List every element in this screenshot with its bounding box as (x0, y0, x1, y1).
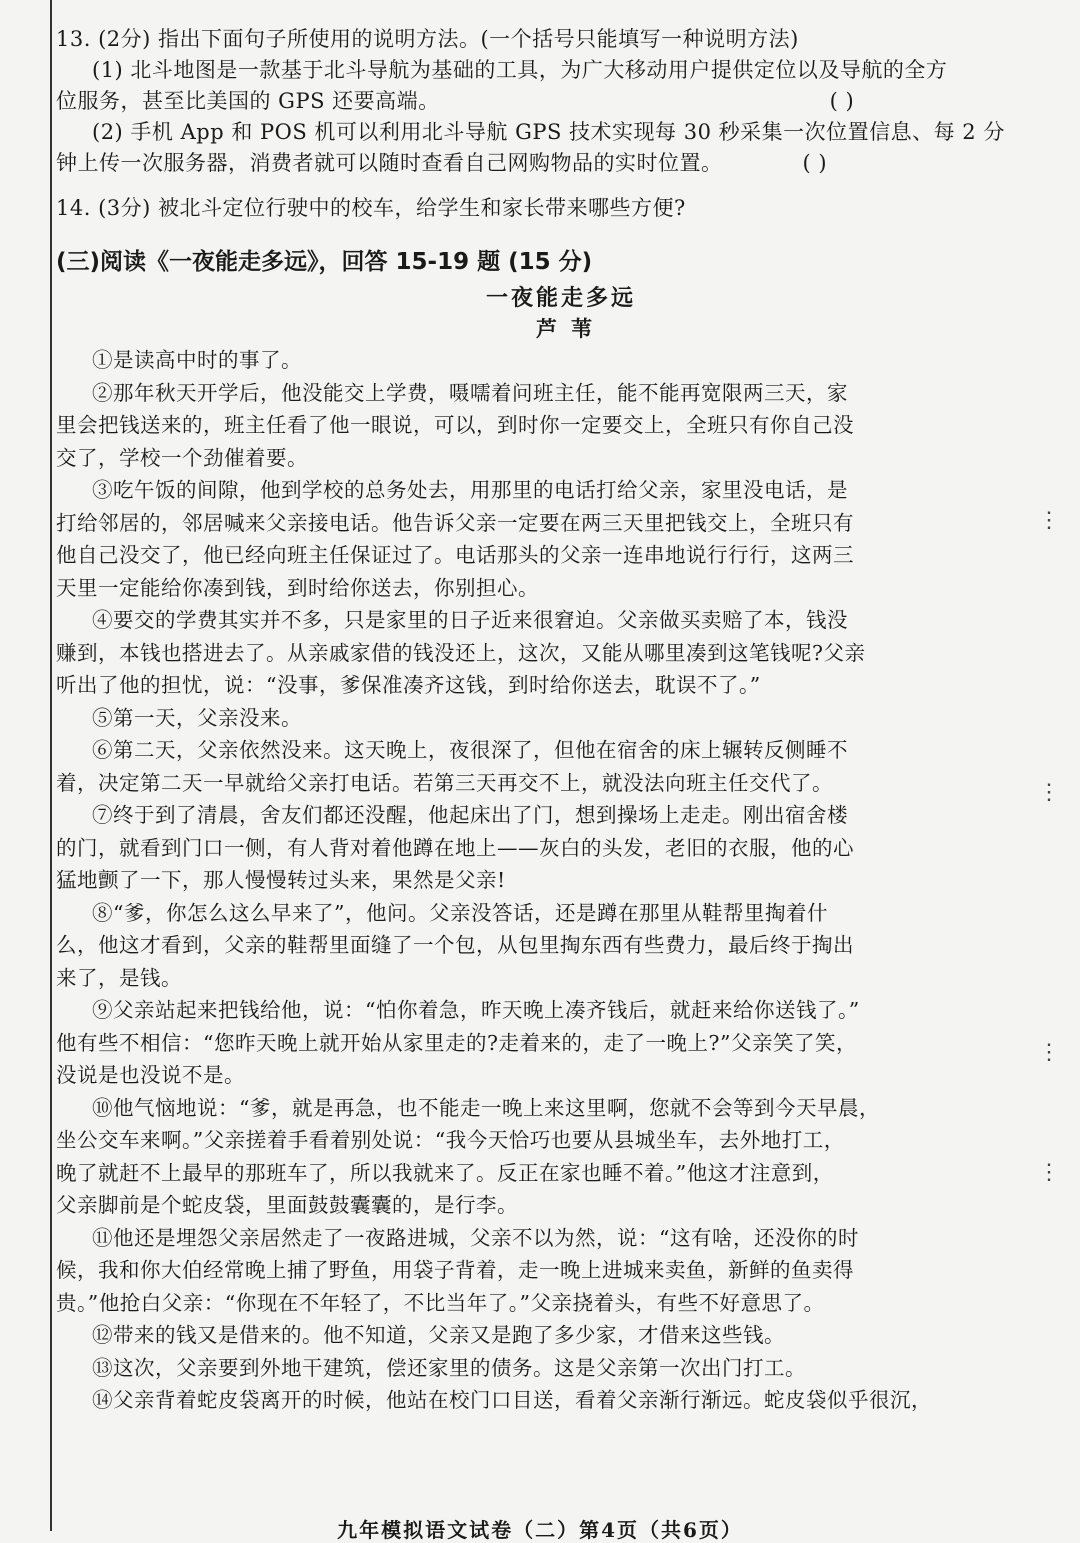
edge-mark: ⋮ (1038, 780, 1060, 805)
article-paragraph-13-line: ⑬这次，父亲要到外地干建筑，偿还家里的债务。这是父亲第一次出门打工。 (92, 1355, 806, 1380)
article-paragraph-3-line: 天里一定能给你凑到钱，到时给你送去，你别担心。 (56, 575, 539, 600)
article-paragraph-11-line: 候，我和你大伯经常晚上捕了野鱼，用袋子背着，走一晚上进城来卖鱼，新鲜的鱼卖得 (56, 1258, 854, 1282)
article-paragraph-5-line: ⑤第一天，父亲没来。 (92, 705, 302, 730)
edge-mark: ⋮ (1038, 1160, 1060, 1185)
article-paragraph-4-line: 听出了他的担忧，说：“没事，爹保准凑齐这钱，到时给你送去，耽误不了。” (56, 673, 761, 697)
article-paragraph-11-line: ⑪他还是埋怨父亲居然走了一夜路进城，父亲不以为然，说：“这有啥，还没你的时 (92, 1225, 859, 1250)
article-paragraph-7-line: ⑦终于到了清晨，舍友们都还没醒，他起床出了门，想到操场上走走。刚出宿舍楼 (92, 803, 848, 827)
article-paragraph-3-line: 打给邻居的，邻居喊来父亲接电话。他告诉父亲一定要在两三天里把钱交上，全班只有 (56, 510, 854, 535)
article-paragraph-9-line: 没说是也没说不是。 (56, 1063, 245, 1087)
article-title: 一夜能走多远 (485, 285, 636, 311)
q14-stem: 14. (3分) 被北斗定位行驶中的校车，给学生和家长带来哪些方便? (56, 196, 686, 220)
article-paragraph-6-line: 着，决定第二天一早就给父亲打电话。若第三天再交不上，就没法向班主任交代了。 (56, 770, 833, 795)
binding-margin-line (50, 0, 52, 1531)
article-paragraph-9-line: 他有些不相信：“您昨天晚上就开始从家里走的?走着来的，走了一晚上?”父亲笑了笑， (56, 1030, 857, 1055)
article-paragraph-7-line: 的门，就看到门口一侧，有人背对着他蹲在地上——灰白的头发，老旧的衣服，他的心 (56, 835, 854, 860)
article-paragraph-11-line: 贵。”他抢白父亲：“你现在不年轻了，不比当年了。”父亲挠着头，有些不好意思了。 (56, 1290, 825, 1315)
q13-item2-line2-row (56, 148, 1046, 179)
article-paragraph-6-line: ⑥第二天，父亲依然没来。这天晚上，夜很深了，但他在宿舍的床上辗转反侧睡不 (92, 738, 848, 762)
article-paragraph-8-line: ⑧“爹，你怎么这么早来了”，他问。父亲没答话，还是蹲在那里从鞋帮里掏着什 (92, 900, 828, 925)
article-paragraph-2-line: ②那年秋天开学后，他没能交上学费，嗫嚅着问班主任，能不能再宽限两三天，家 (92, 380, 848, 405)
q13-item2-answer-blank[interactable]: ( ) (802, 151, 828, 175)
article-paragraph-10-line: 父亲脚前是个蛇皮袋，里面鼓鼓囊囊的，是行李。 (56, 1193, 518, 1217)
article-paragraph-4-line: 赚到，本钱也搭进去了。从亲戚家借的钱没还上，这次，又能从哪里凑到这笔钱呢?父亲 (56, 640, 866, 665)
page-footer: 九年模拟语文试卷（二）第4页（共6页） (337, 1518, 743, 1542)
page-content (56, 24, 1046, 1417)
edge-mark: ⋮ (1038, 1040, 1060, 1065)
section-heading: (三)阅读《一夜能走多远》，回答 15-19 题 (15 分) (56, 249, 593, 275)
article-paragraph-12-line: ⑫带来的钱又是借来的。他不知道，父亲又是跑了多少家，才借来这些钱。 (92, 1323, 785, 1347)
article-body (56, 344, 1046, 1417)
q13-item1-line2-row (56, 86, 1046, 117)
article-paragraph-2-line: 里会把钱送来的，班主任看了他一眼说，可以，到时你一定要交上，全班只有你自己没 (56, 413, 854, 437)
q13-item1-answer-blank[interactable]: ( ) (829, 89, 855, 113)
article-paragraph-2-line: 交了，学校一个劲催着要。 (56, 445, 308, 470)
article-paragraph-8-line: 么，他这才看到，父亲的鞋帮里面缝了一个包，从包里掏东西有些费力，最后终于掏出 (56, 933, 854, 957)
article-paragraph-14-line: ⑭父亲背着蛇皮袋离开的时候，他站在校门口目送，看着父亲渐行渐远。蛇皮袋似乎很沉， (92, 1388, 932, 1412)
q13-item1-line1: (1) 北斗地图是一款基于北斗导航为基础的工具，为广大移动用户提供定位以及导航的全方 (92, 58, 948, 82)
article-paragraph-10-line: 坐公交车来啊。”父亲搓着手看着别处说：“我今天恰巧也要从县城坐车，去外地打工， (56, 1128, 845, 1152)
q13-item2-line1: (2) 手机 App 和 POS 机可以利用北斗导航 GPS 技术实现每 30 秒采集一次位置信息、每 2 分 (92, 120, 1005, 144)
article-paragraph-10-line: 晚了就赶不上最早的那班车了，所以我就来了。反正在家也睡不着。”他这才注意到， (56, 1160, 834, 1185)
article-paragraph-8-line: 来了，是钱。 (56, 965, 182, 990)
edge-mark: ⋮ (1038, 508, 1060, 533)
article-paragraph-3-line: ③吃午饭的间隙，他到学校的总务处去，用那里的电话打给父亲，家里没电话，是 (92, 478, 848, 502)
article-author: 芦苇 (536, 316, 606, 341)
article-paragraph-4-line: ④要交的学费其实并不多，只是家里的日子近来很窘迫。父亲做买卖赔了本，钱没 (92, 608, 848, 632)
article-paragraph-10-line: ⑩他气恼地说：“爹，就是再急，也不能走一晚上来这里啊，您就不会等到今天早晨， (92, 1095, 880, 1120)
article-paragraph-7-line: 猛地颤了一下，那人慢慢转过头来，果然是父亲! (56, 868, 506, 892)
q13-item2-line2: 钟上传一次服务器，消费者就可以随时查看自己网购物品的实时位置。 (56, 151, 723, 175)
q13-stem: 13. (2分) 指出下面句子所使用的说明方法。(一个括号只能填写一种说明方法) (56, 27, 799, 51)
q13-item1-line2: 位服务，甚至比美国的 GPS 还要高端。 (56, 89, 440, 113)
article-paragraph-1-line: ①是读高中时的事了。 (92, 348, 302, 372)
article-paragraph-9-line: ⑨父亲站起来把钱给他，说：“怕你着急，昨天晚上凑齐钱后，就赶来给你送钱了。” (92, 998, 860, 1022)
article-paragraph-3-line: 他自己没交了，他已经向班主任保证过了。电话那头的父亲一连串地说行行行，这两三 (56, 543, 854, 567)
